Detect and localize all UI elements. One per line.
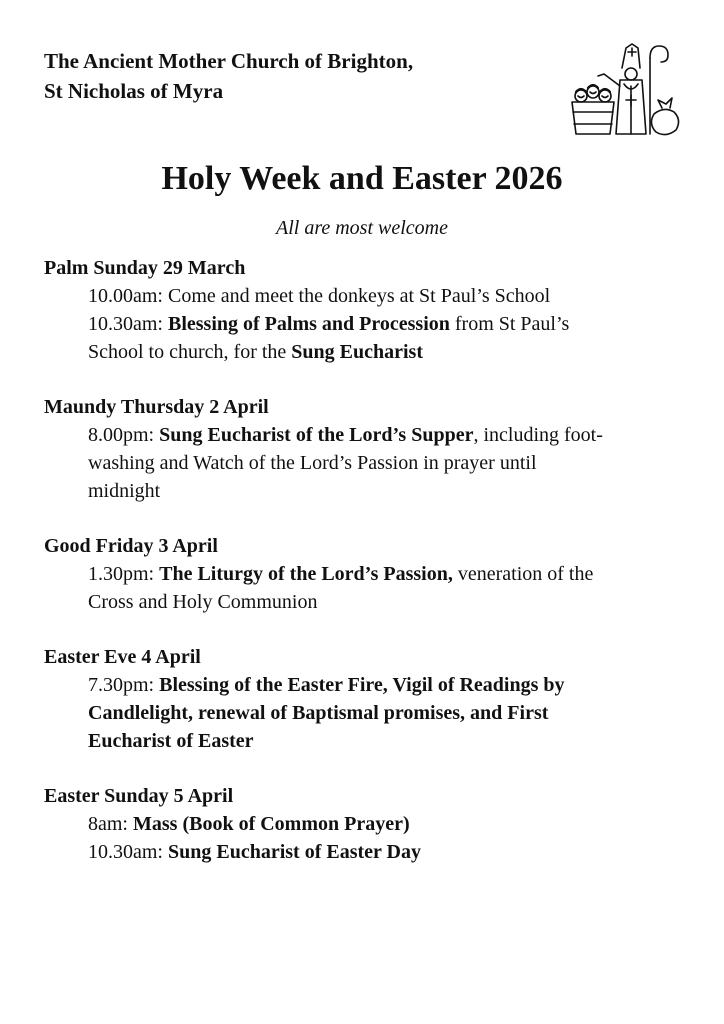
event-block: [44, 254, 684, 366]
service-name: Sung Eucharist of the Lord’s Supper: [159, 424, 474, 446]
event-detail-line: [44, 560, 684, 588]
page-title: Holy Week and Easter 2026: [161, 160, 563, 197]
st-nicholas-logo: [568, 40, 684, 140]
event-detail-line: [44, 838, 684, 866]
service-text: veneration of the: [452, 563, 594, 585]
service-name: Candlelight, renewal of Baptismal promises, and First: [88, 702, 549, 724]
event-heading: Easter Sunday 5 April: [44, 785, 234, 807]
event-block: [44, 643, 684, 755]
service-text: 8.00pm:: [88, 424, 160, 446]
service-text: from St Paul’s: [449, 313, 570, 335]
event-detail-line: [44, 727, 684, 755]
service-name: Sung Eucharist: [291, 341, 423, 363]
service-text: School to church, for the: [88, 341, 292, 363]
event-heading: Good Friday 3 April: [44, 535, 218, 557]
service-name: Blessing of the Easter Fire, Vigil of Readings by: [159, 674, 565, 696]
service-text: 10.30am:: [88, 313, 168, 335]
service-text: 10.30am:: [88, 841, 168, 863]
event-detail-line: [44, 310, 684, 338]
event-detail-line: [44, 588, 684, 616]
event-heading: Maundy Thursday 2 April: [44, 396, 269, 418]
service-name: Blessing of Palms and Procession: [168, 313, 450, 335]
church-name-line-1: The Ancient Mother Church of Brighton,: [44, 49, 414, 73]
event-detail-line: [44, 810, 684, 838]
event-list: [44, 254, 684, 893]
church-name-header: [44, 46, 413, 106]
event-detail-line: [44, 477, 684, 505]
event-heading: Palm Sunday 29 March: [44, 257, 246, 279]
event-detail-line: [44, 449, 684, 477]
event-block: [44, 393, 684, 505]
event-detail-line: [44, 699, 684, 727]
event-detail-line: [44, 671, 684, 699]
service-text: , including foot-: [473, 424, 603, 446]
event-block: [44, 782, 684, 866]
event-detail-line: [44, 338, 684, 366]
service-text: Cross and Holy Communion: [88, 591, 318, 613]
event-heading: Easter Eve 4 April: [44, 646, 201, 668]
service-text: 1.30pm:: [88, 563, 160, 585]
service-name: Mass (Book of Common Prayer): [133, 813, 410, 835]
service-text: washing and Watch of the Lord’s Passion in prayer until: [88, 452, 537, 474]
event-detail-line: [44, 282, 684, 310]
service-name: Eucharist of Easter: [88, 730, 254, 752]
event-detail-line: [44, 421, 684, 449]
church-name-line-2: St Nicholas of Myra: [44, 79, 224, 103]
event-block: [44, 532, 684, 616]
service-text: 8am:: [88, 813, 133, 835]
service-text: 7.30pm:: [88, 674, 160, 696]
service-text: 10.00am: Come and meet the donkeys at St Paul’s School: [88, 285, 551, 307]
service-name: The Liturgy of the Lord’s Passion,: [159, 563, 453, 585]
service-text: midnight: [88, 480, 161, 502]
st-nicholas-illustration-icon: [568, 40, 684, 140]
service-name: Sung Eucharist of Easter Day: [168, 841, 421, 863]
page-subtitle: All are most welcome: [275, 217, 448, 239]
